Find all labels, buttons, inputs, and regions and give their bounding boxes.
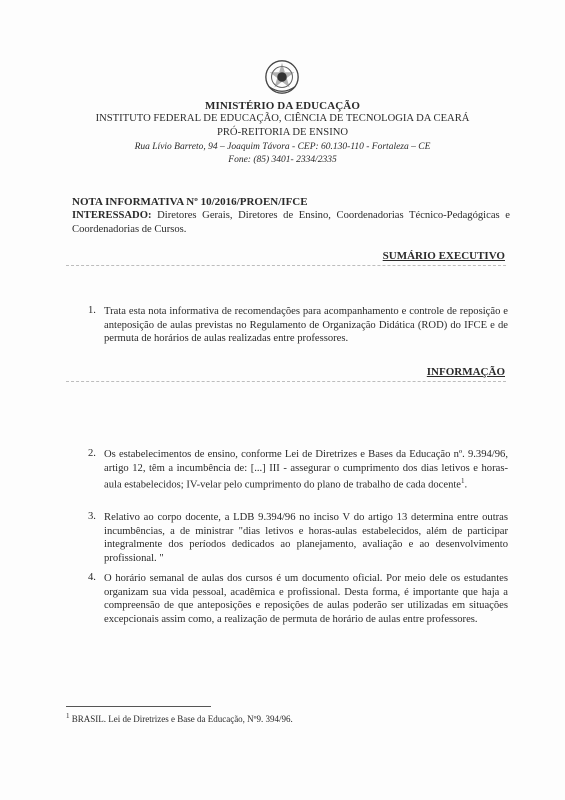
footnote-mark: 1 [66,712,70,720]
footnote [66,712,293,724]
pro-rectory-name: PRÓ-REITORIA DE ENSINO [216,127,349,138]
item-text: Os estabelecimentos de ensino, conforme Lei de Diretrizes e Bases da Educação nº. 9.394/96, artigo 12, têm a incumbência de: [...] III - assegurar o cumprimento dos dias letivos e horas-aula estabelecidos; IV-velar pelo cumprimento do plano de trabalho de cada docente [104,449,508,491]
item-number: 2. [88,448,96,459]
interessado-label: INTERESSADO: [72,210,152,221]
item-text: Trata esta nota informativa de recomendações para acompanhamento e controle de reposição e anteposição de aulas previstas no Regulamento de Organização Didática (ROD) do IFCE e de permuta de horários de aulas realizadas entre professores. [104,306,508,344]
footnote-divider [66,706,211,707]
informacao-heading: INFORMAÇÃO [426,366,505,378]
item-number: 3. [88,511,96,522]
footnote-text: BRASIL. Lei de Diretrizes e Base da Educação, Nº9. 394/96. [69,714,293,724]
address-line: Rua Lívio Barreto, 94 – Joaquim Távora - CEP: 60.130-110 - Fortaleza – CE [134,142,431,152]
item-number: 4. [88,572,96,583]
item-text-end: . [464,479,468,491]
coat-of-arms-icon [263,58,301,96]
ministry-heading: MINISTÉRIO DA EDUCAÇÃO [205,100,360,112]
nota-title: NOTA INFORMATIVA Nº 10/2016/PROEN/IFCE [72,196,308,208]
phone-line: Fone: (85) 3401- 2334/2335 [228,155,337,165]
interessado-text: Diretores Gerais, Diretores de Ensino, Coordenadorias Técnico-Pedagógicas e Coordenadorias de Cursos. [72,210,510,235]
footnote-ref: 1 [461,477,465,485]
sumario-heading: SUMÁRIO EXECUTIVO [382,250,505,262]
institute-name: INSTITUTO FEDERAL DE EDUCAÇÃO, CIÊNCIA DE TECNOLOGIA DA CEARÁ [95,113,470,124]
item-text: Relativo ao corpo docente, a LDB 9.394/96 no inciso V do artigo 13 determina entre outras incumbências, a de ministrar "dias letivos e horas-aulas estabelecidos, além de participar integralmente dos períodos dedicados ao planejamento, avaliação e ao desenvolvimento profissional. " [104,512,508,564]
divider [66,381,506,382]
interessado-paragraph [72,209,510,236]
item-number: 1. [88,305,96,316]
item-text: O horário semanal de aulas dos cursos é um documento oficial. Por meio dele os estudantes organizam sua vida pessoal, acadêmica e profissional. Desta forma, é importante que haja a compreensão de que anteposições e reposições de aulas poderão ser utilizadas em situações excepcionais assim como, a realização de permuta de horário de aulas entre professores. [104,573,508,625]
divider [66,265,506,266]
item-paragraph [104,448,508,492]
